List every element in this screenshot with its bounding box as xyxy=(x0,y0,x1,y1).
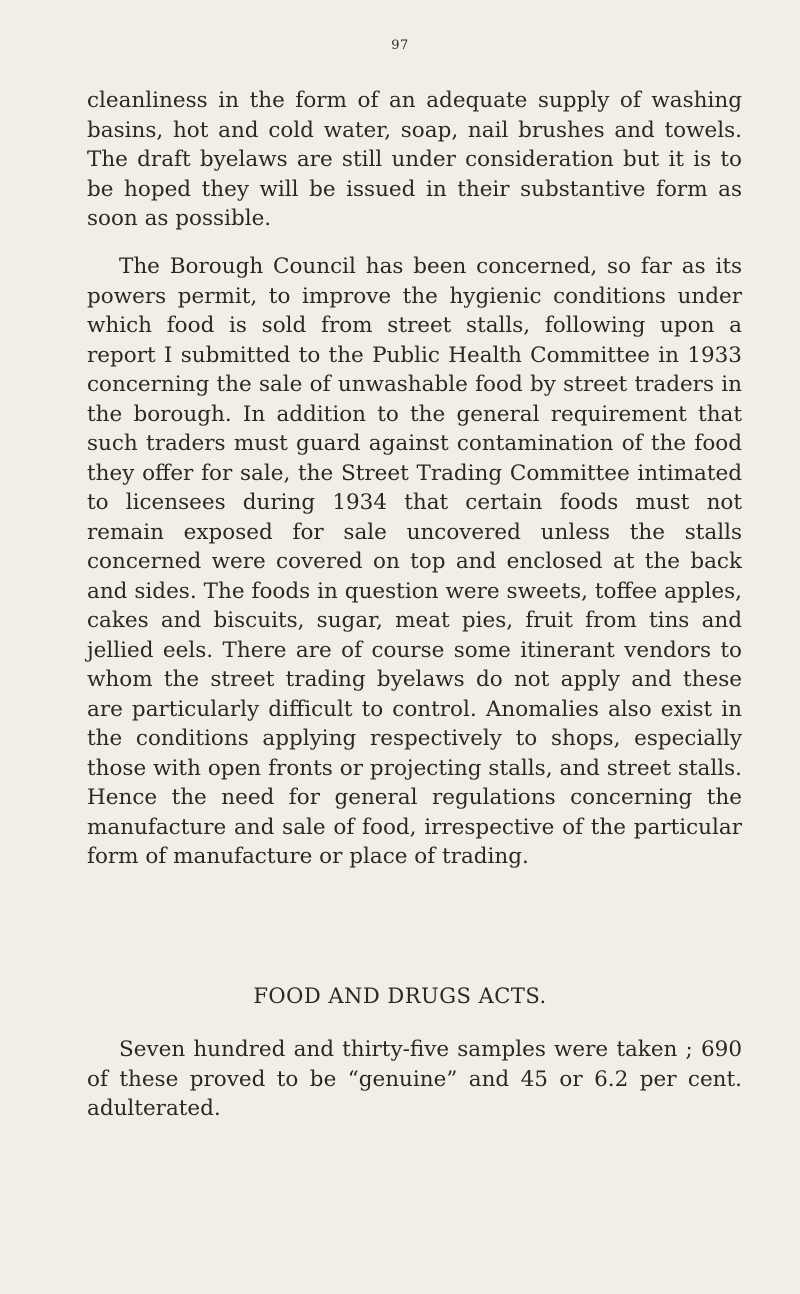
paragraph-samples: Seven hundred and thirty-five samples were taken ; 690 of these proved to be “genuine” and 45 or 6.2 per cent. adulterated. xyxy=(87,1037,742,1121)
paragraph-street-stalls: The Borough Council has been concerned, so far as its powers permit, to improve the hygienic conditions under which food is sold from street stalls, following upon a report I submitted to the Public Health Committee in 1933 concerning the sale of unwashable food by street traders in the borough. In addition to the general requirement that such traders must guard against contamination of the food they offer for sale, the Street Trading Committee intimated to licensees during 1934 that certain foods must not remain exposed for sale uncovered unless the stalls concerned were covered on top and enclosed at the back and sides. The foods in question were sweets, toffee apples, cakes and biscuits, sugar, meat pies, fruit from tins and jellied eels. There are of course some itinerant vendors to whom the street trading byelaws do not apply and these are particularly difficult to control. Anomalies also exist in the conditions applying respectively to shops, especially those with open fronts or projecting stalls, and street stalls. Hence the need for general regulations concerning the manufacture and sale of food, irrespective of the particular form of manufacture or place of trading. xyxy=(87,254,742,869)
section-heading: FOOD AND DRUGS ACTS. xyxy=(253,984,547,1008)
paragraph-cleanliness: cleanliness in the form of an adequate supply of washing basins, hot and cold water, soap, nail brushes and towels. The draft byelaws are still under consideration but it is to be hoped they will be issued in their substantive form as soon as possible. xyxy=(87,88,742,231)
page-number: 97 xyxy=(391,38,409,53)
